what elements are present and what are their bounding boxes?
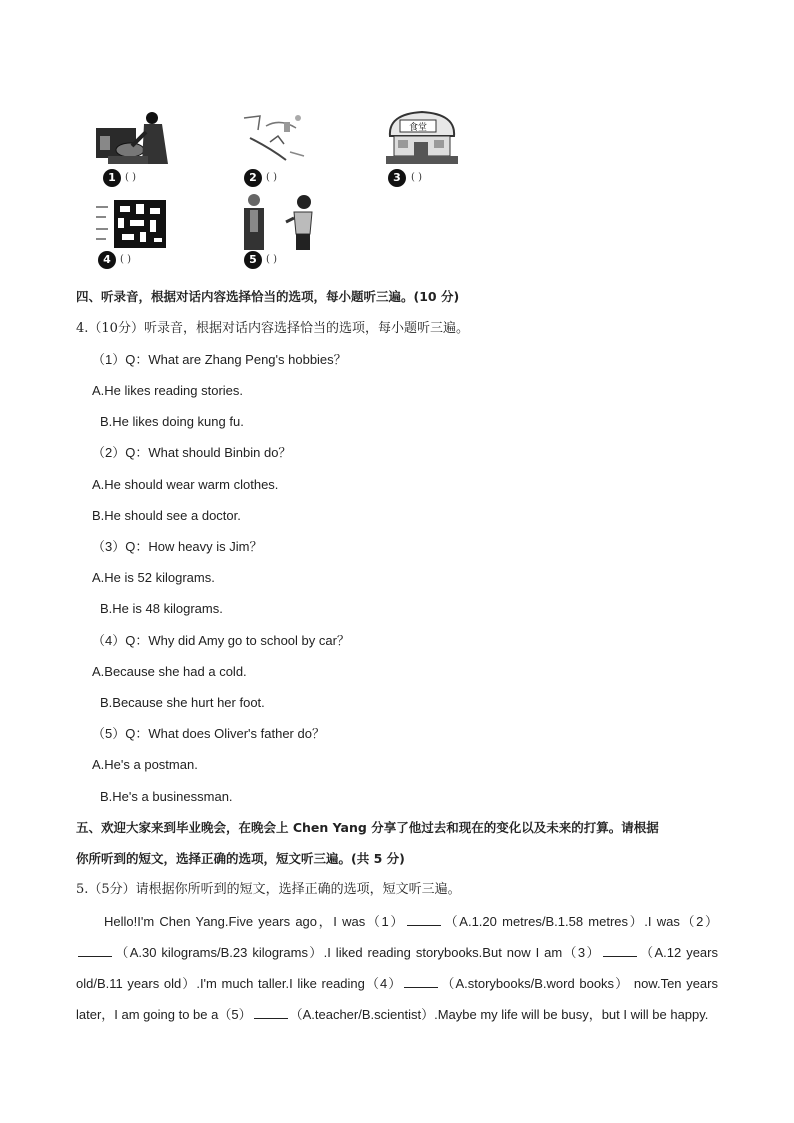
picture-number-2: 2 [244,169,262,187]
passage-part-2: （A.1.20 metres/B.1.58 metres）.I was（2） [443,914,718,929]
answer-bracket-3: ( ) [411,172,422,183]
q4-5-option-b[interactable]: B.He's a businessman. [100,789,233,804]
q4-1-option-b[interactable]: B.He likes doing kung fu. [100,414,244,429]
answer-bracket-1: ( ) [125,172,136,183]
q4-3-option-a[interactable]: A.He is 52 kilograms. [92,570,215,585]
picture-number-4: 4 [98,251,116,269]
picture-number-5: 5 [244,251,262,269]
q4-4-option-b[interactable]: B.Because she hurt her foot. [100,695,265,710]
question-4-prompt: 4.（10分）听录音，根据对话内容选择恰当的选项，每小题听三遍。 [76,321,469,336]
q4-4-option-a[interactable]: A.Because she had a cold. [92,664,247,679]
q4-4-question: （4）Q：Why did Amy go to school by car？ [92,633,350,648]
q4-2-question: （2）Q：What should Binbin do？ [92,445,292,460]
picture-3 [384,108,460,168]
picture-2 [240,108,310,164]
sketch-scene-icon [240,108,310,164]
blank-4[interactable] [404,975,438,988]
q4-5-option-a[interactable]: A.He's a postman. [92,757,198,772]
section-5-heading-line-2: 你所听到的短文，选择正确的选项，短文听三遍。(共 5 分) [76,851,405,866]
picture-4 [96,196,172,252]
passage-part-1: Hello!I'm Chen Yang.Five years ago，I was（1） [104,914,406,929]
blank-3[interactable] [603,944,637,957]
answer-bracket-5: ( ) [266,254,277,265]
picture-1 [96,106,172,166]
answer-bracket-4: ( ) [120,254,131,265]
q4-2-option-b[interactable]: B.He should see a doctor. [92,508,241,523]
canteen-building-icon [384,108,460,168]
q4-5-question: （5）Q：What does Oliver's father do？ [92,726,325,741]
passage-part-3: （A.30 kilograms/B.23 kilograms）.I liked reading storybooks.But now I am（3） [114,945,601,960]
q4-1-option-a[interactable]: A.He likes reading stories. [92,383,244,398]
maze-pattern-icon [96,196,172,252]
q4-3-question: （3）Q：How heavy is Jim？ [92,539,263,554]
q4-1-question: （1）Q：What are Zhang Peng's hobbies？ [92,352,347,367]
answer-bracket-2: ( ) [266,172,277,183]
passage-part-6: （A.teacher/B.scientist）.Maybe my life will be busy，but I will be happy. [289,1007,709,1022]
blank-5[interactable] [254,1006,288,1019]
passage-part-4: （A.12 years old/B.11 years old）.I'm much taller.I like reading（4） [76,945,718,991]
blank-1[interactable] [407,913,441,926]
picture-5 [238,192,318,254]
question-5-prompt: 5.（5分）请根据你所听到的短文，选择正确的选项，短文听三遍。 [76,882,461,897]
q4-2-option-a[interactable]: A.He should wear warm clothes. [92,477,279,492]
passage-text [76,906,718,1030]
q4-3-option-b[interactable]: B.He is 48 kilograms. [100,601,223,616]
blank-2[interactable] [78,944,112,957]
section-5-heading-line-1: 五、欢迎大家来到毕业晚会，在晚会上 Chen Yang 分享了他过去和现在的变化以及未来的打算。请根据 [76,820,659,835]
two-people-talking-icon [238,192,318,254]
section-4-heading: 四、听录音，根据对话内容选择恰当的选项，每小题听三遍。(10 分) [76,289,460,304]
passage-part-5: （A.storybooks/B.word books） now.Ten years later，I am going to be a（5） [76,976,718,1022]
picture-number-1: 1 [103,169,121,187]
picture-number-3: 3 [388,169,406,187]
cooking-person-icon [96,106,172,166]
canteen-sign-text: 食堂 [408,123,428,133]
